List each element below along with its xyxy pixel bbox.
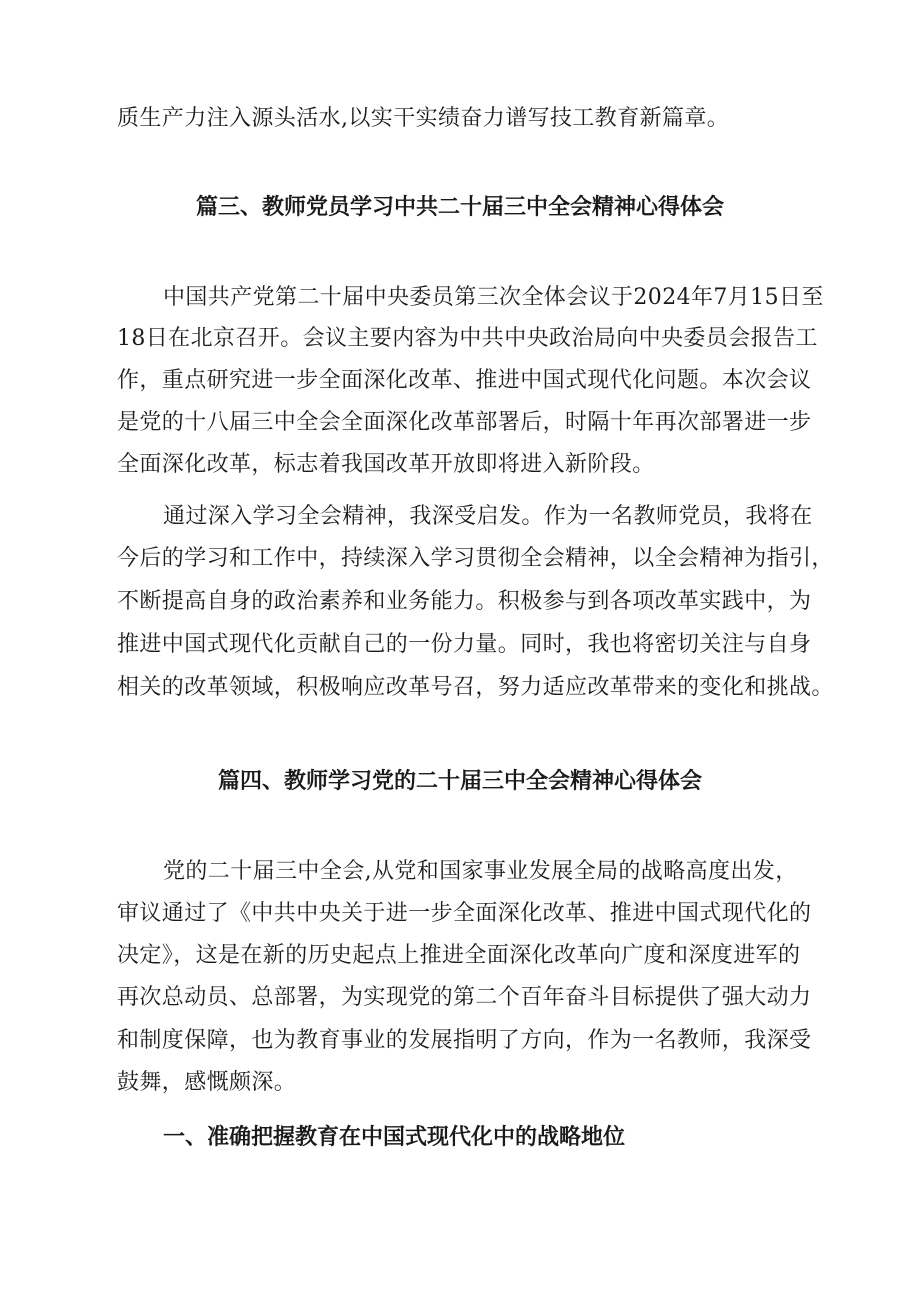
carryover-line: 质生产力注入源头活水,以实干实绩奋力谱写技工教育新篇章。 [117,106,730,131]
section3-para2-line2: 今后的学习和工作中，持续深入学习贯彻全会精神，以全会精神为指引， [117,546,834,571]
section3-para1-line1: 中国共产党第二十届中央委员第三次全体会议于2024年7月15日至 [163,285,824,310]
section4-para1-line2: 审议通过了《中共中央关于进一步全面深化改革、推进中国式现代化的 [117,901,812,926]
section4-para1-line6: 鼓舞，感慨颇深。 [117,1070,297,1095]
section4-title: 篇四、教师学习党的二十届三中全会精神心得体会 [217,769,702,794]
section3-para1-line5: 全面深化改革，标志着我国改革开放即将进入新阶段。 [117,452,655,477]
section4-para1-line5: 和制度保障，也为教育事业的发展指明了方向，作为一名教师，我深受 [117,1028,812,1053]
section4-para1-line1: 党的二十届三中全会,从党和国家事业发展全局的战略高度出发， [163,859,798,884]
section3-para1-line4: 是党的十八届三中全会全面深化改革部署后，时隔十年再次部署进一步 [117,410,812,435]
section3-para1-line3: 作，重点研究进一步全面深化改革、推进中国式现代化问题。本次会议 [117,368,812,393]
section4-para1-line3: 决定》，这是在新的历史起点上推进全面深化改革向广度和深度进军的 [117,943,801,968]
section3-para2-line4: 推进中国式现代化贡献自己的一份力量。同时，我也将密切关注与自身 [117,632,812,657]
section3-para2-line1: 通过深入学习全会精神，我深受启发。作为一名教师党员，我将在 [163,504,813,529]
section3-title: 篇三、教师党员学习中共二十届三中全会精神心得体会 [195,195,724,220]
section4-subheading: 一、准确把握教育在中国式现代化中的战略地位 [163,1125,626,1150]
section4-para1-line4: 再次总动员、总部署，为实现党的第二个百年奋斗目标提供了强大动力 [117,985,812,1010]
section3-para1-line2: 18日在北京召开。会议主要内容为中共中央政治局向中央委员会报告工 [117,326,818,351]
section3-para2-line5: 相关的改革领域，积极响应改革号召，努力适应改革带来的变化和挑战。 [117,675,834,700]
section3-para2-line3: 不断提高自身的政治素养和业务能力。积极参与到各项改革实践中，为 [117,589,812,614]
